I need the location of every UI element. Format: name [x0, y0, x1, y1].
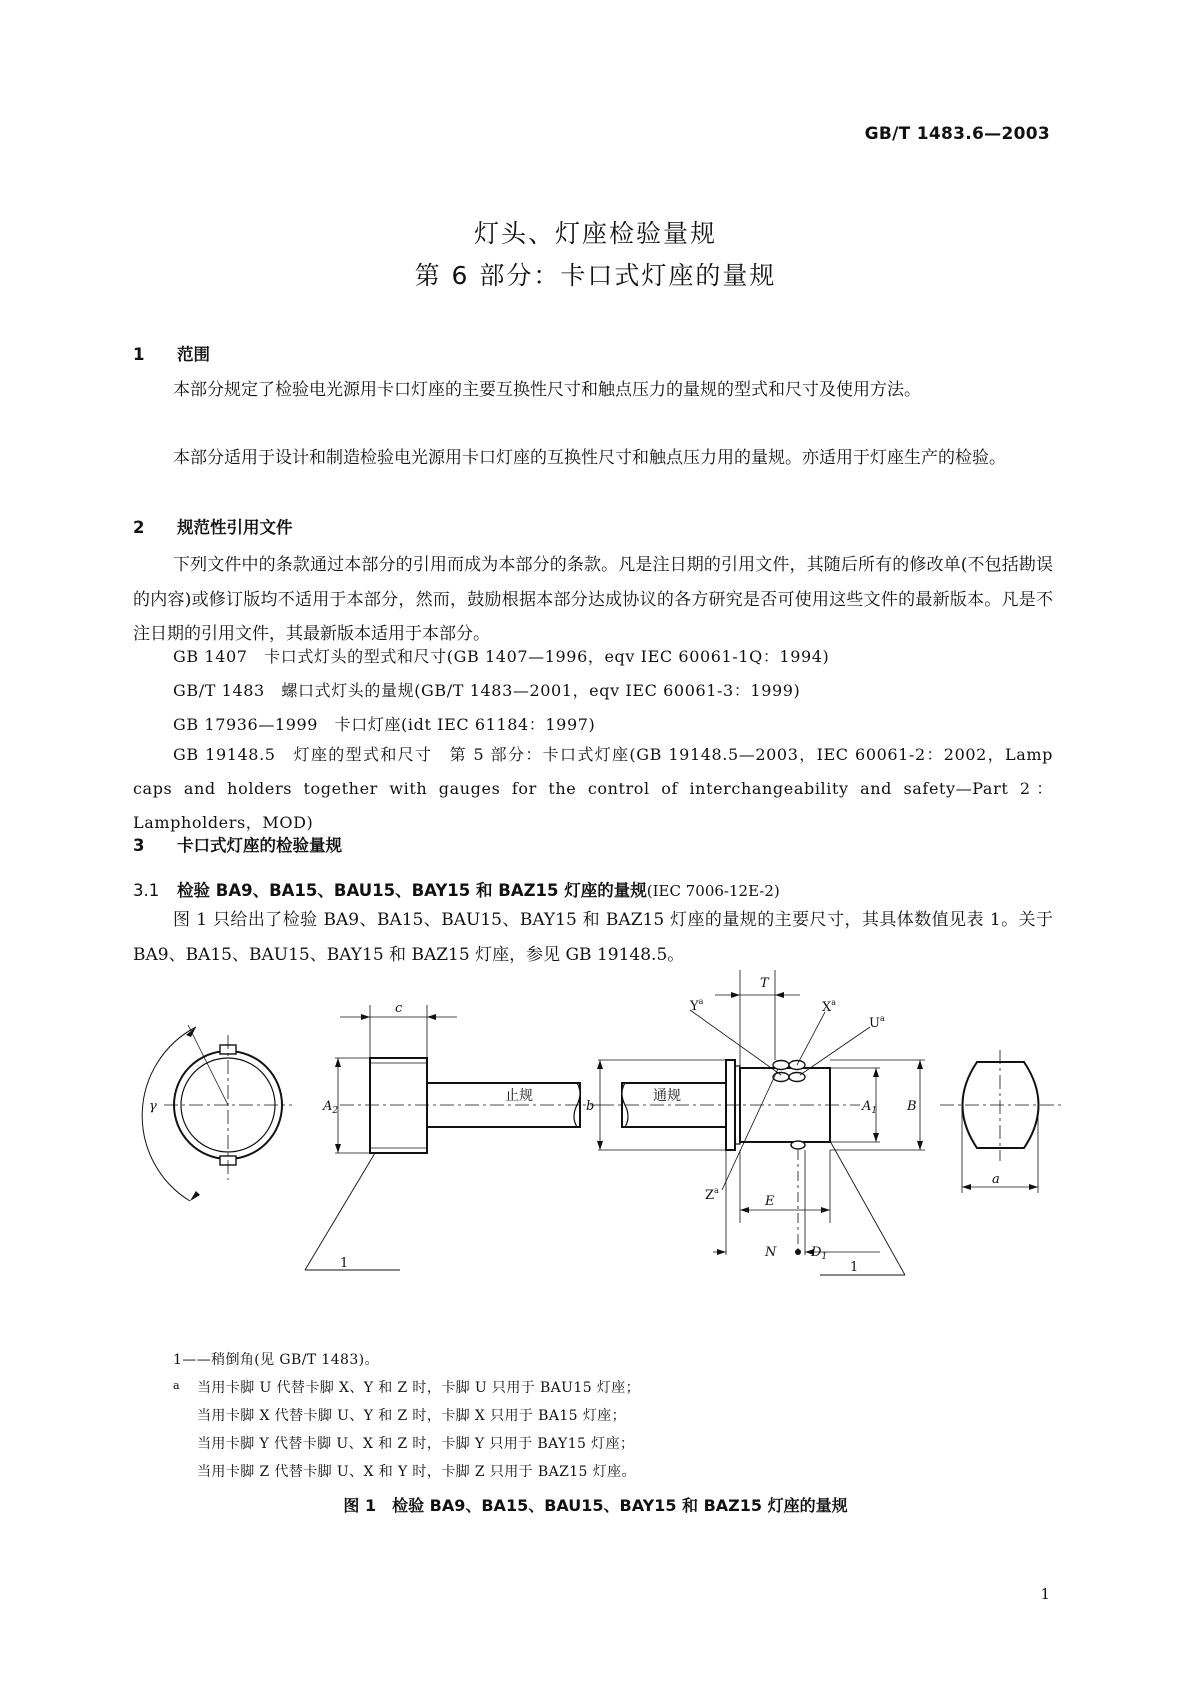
z-label: $Z^a$ [705, 1186, 719, 1203]
gamma-label: γ [149, 1099, 157, 1114]
subsection-reference: (IEC 7006-12E-2) [646, 882, 780, 900]
d1-label: $D_1$ [811, 1245, 828, 1262]
t-label: T [760, 976, 769, 991]
gauge-end-view-right [940, 1050, 1062, 1193]
section-1-heading [133, 341, 210, 365]
figure-note: 当用卡脚 U 代替卡脚 X、Y 和 Z 时，卡脚 U 只用于 BAU15 灯座； [197, 1380, 641, 1396]
stop-gauge-label: 止规 [505, 1088, 533, 1104]
a-label: a [992, 1172, 1000, 1187]
reference-item: GB 17936—1999 卡口灯座(idt IEC 61184：1997) [173, 715, 596, 734]
section-number: 3 [133, 836, 145, 855]
b-label: b [586, 1099, 595, 1114]
not-go-gauge [305, 1005, 600, 1270]
section-1-paragraph-1: 本部分规定了检验电光源用卡口灯座的主要互换性尺寸和触点压力的量规的型式和尺寸及使用方法。 [173, 380, 921, 400]
subsection-3-1-heading [133, 877, 780, 901]
section-2-paragraph-1: 下列文件中的条款通过本部分的引用而成为本部分的条款。凡是注日期的引用文件，其随后所有的修改单(不包括勘误的内容)或修订版均不适用于本部分，然而，鼓励根据本部分达成协议的各方研究是否可使用这些文件的最新版本。凡是不注日期的引用文件，其最新版本适用于本部分。 [133, 555, 1053, 644]
subsection-title: 检验 BA9、BA15、BAU15、BAY15 和 BAZ15 灯座的量规 [177, 881, 647, 900]
reference-item: GB/T 1483 螺口式灯头的量规(GB/T 1483—2001，eqv IEC 60061-3：1999) [173, 681, 801, 700]
c-label: c [395, 1001, 403, 1016]
u-label: $U^a$ [869, 1014, 885, 1031]
callout-1-right: 1 [850, 1260, 859, 1275]
standard-number: GB/T 1483.6—2003 [864, 124, 1050, 144]
e-label: E [765, 1194, 775, 1209]
n-label: N [765, 1245, 777, 1260]
section-1-paragraph-2: 本部分适用于设计和制造检验电光源用卡口灯座的互换性尺寸和触点压力用的量规。亦适用于灯座生产的检验。 [173, 448, 1006, 468]
a2-label: $A_2$ [323, 1099, 339, 1116]
page-number: 1 [1040, 1585, 1050, 1603]
gauge-end-view-left [142, 1025, 292, 1201]
a1-label: $A_1$ [862, 1099, 878, 1116]
section-number: 2 [133, 518, 145, 537]
section-title: 卡口式灯座的检验量规 [177, 836, 342, 855]
figure-1-gauge-drawing [0, 965, 1191, 1315]
y-label: $Y^a$ [690, 997, 704, 1014]
reference-item: GB 1407 卡口式灯头的型式和尺寸(GB 1407—1996，eqv IEC 60061-1Q：1994) [173, 647, 830, 666]
callout-1-left: 1 [340, 1256, 349, 1271]
go-gauge-label: 通规 [653, 1088, 681, 1104]
section-title: 范围 [177, 345, 210, 364]
subsection-number: 3.1 [133, 881, 160, 900]
section-number: 1 [133, 345, 145, 364]
reference-item: GB 19148.5 灯座的型式和尺寸 第 5 部分：卡口式灯座(GB 19148.5—2003，IEC 60061-2：2002，Lamp caps and holders together with gauges for the control of interchangeability and safety—Part 2：Lampholders，MOD) [133, 745, 1053, 832]
section-title: 规范性引用文件 [177, 518, 293, 537]
x-label: $X^a$ [822, 998, 837, 1015]
figure-caption: 图 1 检验 BA9、BA15、BAU15、BAY15 和 BAZ15 灯座的量规 [343, 1496, 848, 1515]
subsection-3-1-paragraph: 图 1 只给出了检验 BA9、BA15、BAU15、BAY15 和 BAZ15 灯座的量规的主要尺寸，其具体数值见表 1。关于 BA9、BA15、BAU15、BAY15 和 BAZ15 灯座，参见 GB 19148.5。 [133, 910, 1053, 965]
figure-note-marker: a [173, 1379, 180, 1392]
figure-note: 1——稍倒角(见 GB/T 1483)。 [173, 1352, 379, 1368]
document-subtitle: 第 6 部分：卡口式灯座的量规 [414, 261, 777, 290]
figure-note: 当用卡脚 Y 代替卡脚 U、X 和 Z 时，卡脚 Y 只用于 BAY15 灯座； [197, 1436, 635, 1452]
figure-note: 当用卡脚 X 代替卡脚 U、Y 和 Z 时，卡脚 X 只用于 BA15 灯座； [197, 1408, 627, 1424]
section-2-heading [133, 514, 293, 538]
b-cap-label: B [907, 1099, 917, 1114]
section-3-heading [133, 832, 342, 856]
document-title: 灯头、灯座检验量规 [473, 219, 717, 248]
figure-note: 当用卡脚 Z 代替卡脚 U、X 和 Y 时，卡脚 Z 只用于 BAZ15 灯座。 [197, 1464, 636, 1480]
